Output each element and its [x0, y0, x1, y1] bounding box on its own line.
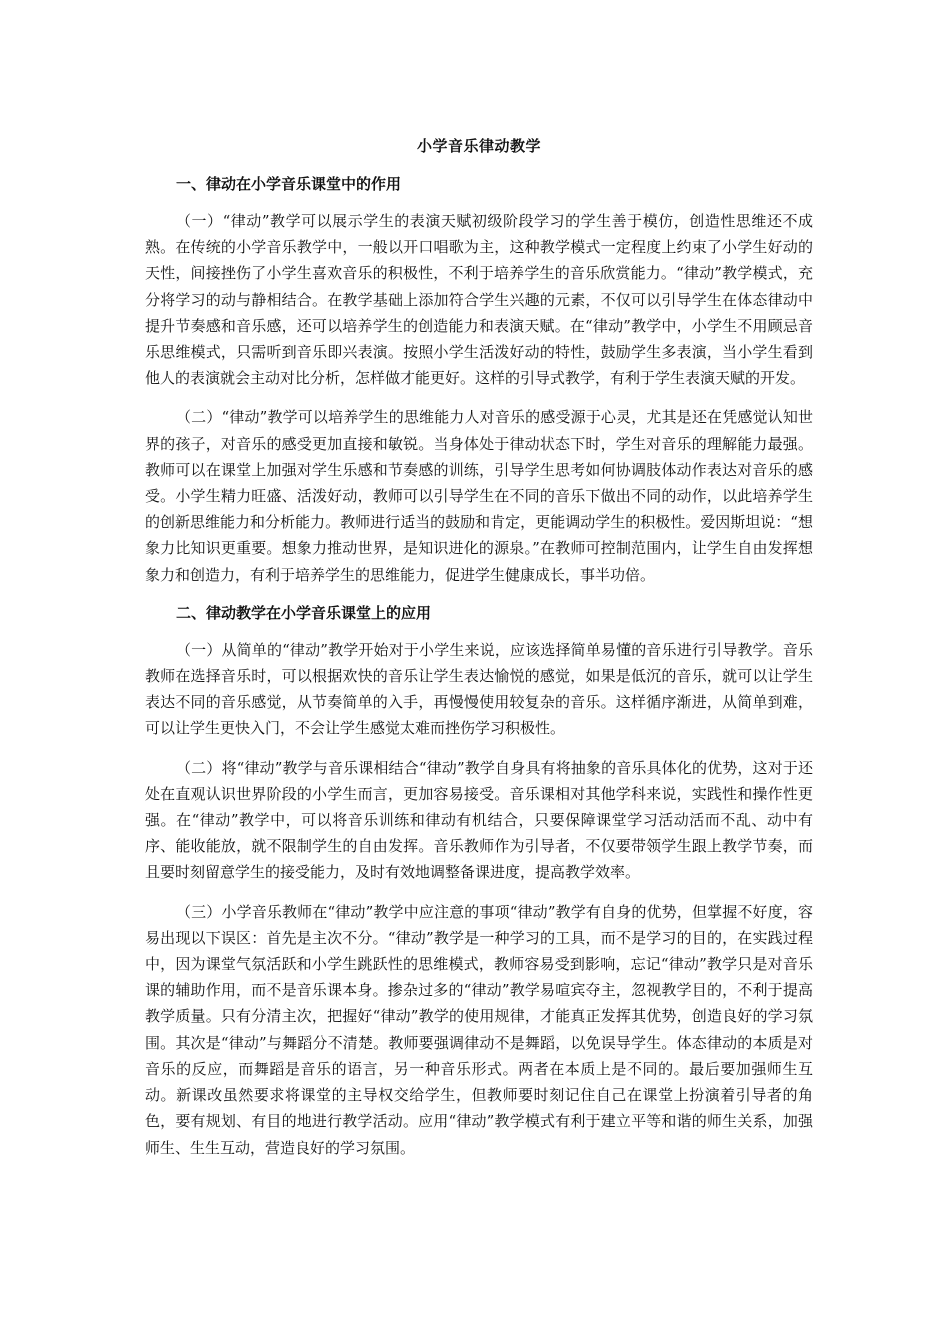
- paragraph: （三）小学音乐教师在“律动”教学中应注意的事项“律动”教学有自身的优势，但掌握不好度，容易出现以下误区：首先是主次不分。“律动”教学是一种学习的工具，而不是学习的目的，在实践过程中，因为课堂气氛活跃和小学生跳跃性的思维模式，教师容易受到影响，忘记“律动”教学只是对音乐课的辅助作用，而不是音乐课本身。掺杂过多的“律动”教学易喧宾夺主，忽视教学目的，不利于提高教学质量。只有分清主次，把握好“律动”教学的使用规律，才能真正发挥其优势，创造良好的学习氛围。其次是“律动”与舞蹈分不清楚。教师要强调律动不是舞蹈，以免误导学生。体态律动的本质是对音乐的反应，而舞蹈是音乐的语言，另一种音乐形式。两者在本质上是不同的。最后要加强师生互动。新课改虽然要求将课堂的主导权交给学生，但教师要时刻记住自己在课堂上扮演着引导者的角色，要有规划、有目的地进行教学活动。应用“律动”教学模式有利于建立平等和谐的师生关系，加强师生、生生互动，营造良好的学习氛围。: [145, 902, 813, 1157]
- document-body: [145, 134, 813, 1174]
- paragraph: （二）“律动”教学可以培养学生的思维能力人对音乐的感受源于心灵，尤其是还在凭感觉认知世界的孩子，对音乐的感受更加直接和敏锐。当身体处于律动状态下时，学生对音乐的理解能力最强。教师可以在课堂上加强对学生乐感和节奏感的训练，引导学生思考如何协调肢体动作表达对音乐的感受。小学生精力旺盛、活泼好动，教师可以引导学生在不同的音乐下做出不同的动作，以此培养学生的创新思维能力和分析能力。教师进行适当的鼓励和肯定，更能调动学生的积极性。爱因斯坦说：“想象力比知识更重要。想象力推动世界，是知识进化的源泉。”在教师可控制范围内，让学生自由发挥想象力和创造力，有利于培养学生的思维能力，促进学生健康成长，事半功倍。: [145, 408, 813, 584]
- paragraph: （一）“律动”教学可以展示学生的表演天赋初级阶段学习的学生善于模仿，创造性思维还不成熟。在传统的小学音乐教学中，一般以开口唱歌为主，这种教学模式一定程度上约束了小学生好动的天性，间接挫伤了小学生喜欢音乐的积极性，不利于培养学生的音乐欣赏能力。“律动”教学模式，充分将学习的动与静相结合。在教学基础上添加符合学生兴趣的元素，不仅可以引导学生在体态律动中提升节奏感和音乐感，还可以培养学生的创造能力和表演天赋。在“律动”教学中，小学生不用顾忌音乐思维模式，只需听到音乐即兴表演。按照小学生活泼好动的特性，鼓励学生多表演，当小学生看到他人的表演就会主动对比分析，怎样做才能更好。这样的引导式教学，有利于学生表演天赋的开发。: [145, 212, 813, 388]
- paragraph: （二）将“律动”教学与音乐课相结合“律动”教学自身具有将抽象的音乐具体化的优势，这对于还处在直观认识世界阶段的小学生而言，更加容易接受。音乐课相对其他学科来说，实践性和操作性更强。在“律动”教学中，可以将音乐训练和律动有机结合，只要保障课堂学习活动活而不乱、动中有序、能收能放，就不限制学生的自由发挥。音乐教师作为引导者，不仅要带领学生跟上教学节奏，而且要时刻留意学生的接受能力，及时有效地调整备课进度，提高教学效率。: [145, 758, 813, 882]
- section-heading: 一、律动在小学音乐课堂中的作用: [176, 175, 402, 193]
- paragraph: （一）从简单的“律动”教学开始对于小学生来说，应该选择简单易懂的音乐进行引导教学。音乐教师在选择音乐时，可以根据欢快的音乐让学生表达愉悦的感觉，如果是低沉的音乐，就可以让学生表达不同的音乐感觉，从节奏简单的入手，再慢慢使用较复杂的音乐。这样循序渐进，从简单到难，可以让学生更快入门，不会让学生感觉太难而挫伤学习积极性。: [145, 640, 813, 738]
- document-title: 小学音乐律动教学: [416, 137, 541, 155]
- section-heading: 二、律动教学在小学音乐课堂上的应用: [176, 603, 432, 622]
